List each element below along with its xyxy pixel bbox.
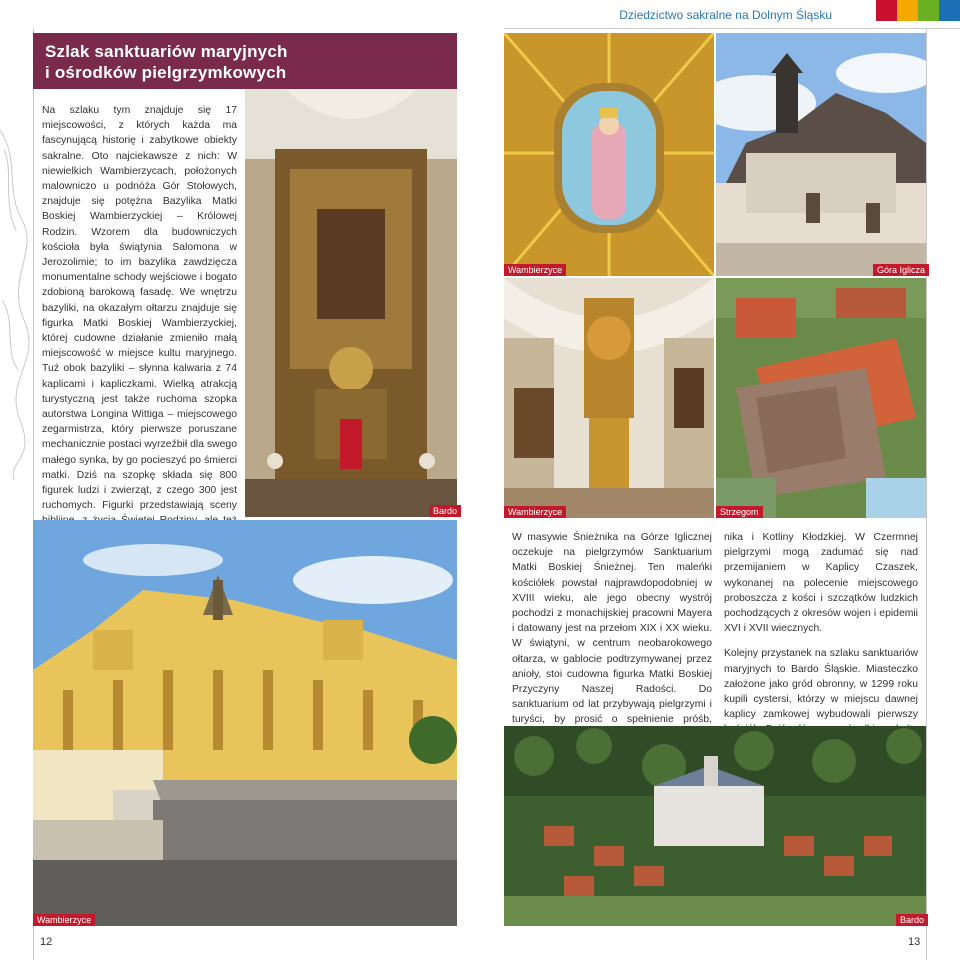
madonna-photo	[504, 33, 714, 276]
caption-town: Bardo	[896, 914, 928, 926]
right-margin-rule	[926, 28, 927, 960]
left-body-text	[42, 103, 237, 584]
caption-church: Góra Iglicza	[873, 264, 929, 276]
page-number-left: 12	[40, 936, 53, 948]
top-rule	[504, 28, 960, 29]
interior-photo	[504, 278, 714, 518]
caption-interior: Wambierzyce	[504, 506, 566, 518]
caption-altar: Bardo	[429, 505, 461, 517]
altar-photo	[245, 89, 457, 517]
left-paragraph: Na szlaku tym znajduje się 17 miejscowości, z których każda ma fascynującą historię i zabytkowe obiekty sakralne. Oto najciekawsze z nich: W niewielkich Wambierzycach, położonych malowniczo u podnóża Gór Stołowych, znajduje się potężna Bazylika Matki Boskiej Wambierzyckiej – Królowej Rodzin. Wzorem dla budowniczych kościoła była świątynia Salomona w Jerozolimie; to im bazylika zawdzięcza monumentalne schody wejściowe i bogato zdobioną barokową fasadę. We wnętrzu bazyliki, na okazałym ołtarzu znajduje się figurka Matki Boskiej Wambierzyckiej, której cudowne działanie zmieniło małą miejscowość w miejsce kultu maryjnego. Tuż obok bazyliki – słynna kalwaria z 74 kaplicami i kapliczkami. Wielką atrakcją turystyczną jest także ruchoma szopka autorstwa Longina Wittiga – miejscowego zegarmistrza, który pierwsze poruszane mechanicznie postaci wyrzeźbił dla swego małego synka, by go pocieszyć po śmierci matki. Dziś na szopkę składa się 800 figurek ludzi i zwierząt, z czego 300 jest ruchomych. Figurki przedstawiają sceny	[42, 105, 237, 512]
caption-aerial: Strzegom	[716, 506, 763, 518]
right-col2-paragraph-2: Kolejny przystanek na szlaku sanktuariów maryjnych to Bardo Śląskie. Miasteczko założone jako gród obronny, w 1299 roku kupili cystersi, którzy w miejscu dawnej kaplicy zamkowej wybudowali pierwszy	[724, 648, 918, 721]
basilica-photo	[33, 520, 457, 926]
caption-madonna: Wambierzyce	[504, 264, 566, 276]
section-header-title: Dziedzictwo sakralne na Dolnym Śląsku	[619, 8, 832, 22]
right-col1-paragraph: W masywie Śnieżnika na Górze Iglicznej oczekuje na pielgrzymów Sanktuarium Matki Boskiej Śnieżnej. Ten maleńki kościółek powstał najprawdopodobniej w XVIII wieku, ale jego obecny wystrój pochodzi z monachijskiej pracowni Mayera i datowany jest na przełom XIX i XX wieku. W świątyni, w centrum neobarokowego ołtarza, w gablocie podtrzymywanej przez anioły, stoi cudowna figurka Matki Boskiej Przyczyny Naszej Radości. Do sanktuarium od lat przybywają pielgrzymi i turyści, by prosić o spełnienie próśb,	[512, 532, 712, 726]
caption-basilica: Wambierzyce	[33, 914, 95, 926]
strip-green	[918, 0, 939, 21]
title-line-2: i ośrodków pielgrzymkowych	[45, 63, 287, 82]
aerial-photo	[716, 278, 926, 518]
strip-red	[876, 0, 897, 21]
right-col2-paragraph-1: nika i Kotliny Kłodzkiej. W Czermnej pielgrzymi mogą zadumać się nad przemijaniem w Kaplicy Czaszek, wykonanej na polecenie miejscowego proboszcza z kości i szczątków ludzkich pochodzących z okresów wojen i epidemii XVI i XVII wiecznych.	[724, 532, 918, 635]
decorative-ornament	[0, 120, 30, 480]
title-line-1: Szlak sanktuariów maryjnych	[45, 42, 288, 61]
town-photo	[504, 726, 926, 926]
church-photo	[716, 33, 926, 276]
page-number-right: 13	[908, 936, 921, 948]
color-strip	[876, 0, 960, 21]
strip-blue	[939, 0, 960, 21]
page-title-box	[33, 33, 457, 89]
strip-yellow	[897, 0, 918, 21]
